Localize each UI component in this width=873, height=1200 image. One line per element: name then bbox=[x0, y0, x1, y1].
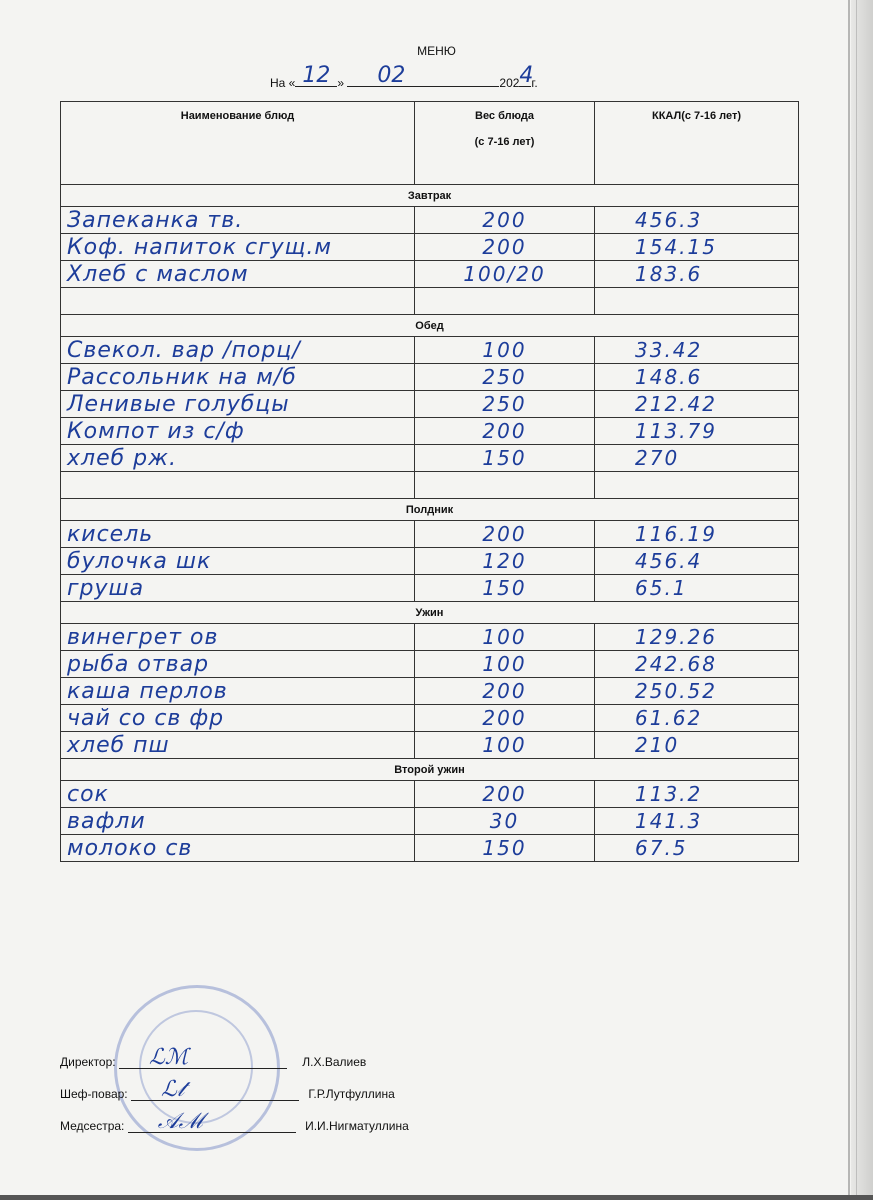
table-row bbox=[61, 548, 799, 575]
year-suffix: г. bbox=[531, 76, 538, 90]
dish-name: Рассольник на м/б bbox=[61, 364, 415, 391]
table-row bbox=[61, 234, 799, 261]
dish-weight: 200 bbox=[415, 781, 595, 808]
dish-weight: 200 bbox=[415, 234, 595, 261]
section-row bbox=[61, 185, 799, 207]
year-prefix: 202 bbox=[499, 76, 520, 90]
signature-line bbox=[119, 1045, 287, 1070]
date-prefix: На « bbox=[270, 76, 296, 90]
month-value: 02 bbox=[377, 63, 406, 88]
header-weight-line1: Вес блюда bbox=[475, 110, 534, 122]
dish-weight: 250 bbox=[415, 391, 595, 418]
dish-kcal: 67.5 bbox=[595, 835, 799, 862]
table-row bbox=[61, 261, 799, 288]
signature-role: Шеф-повар: bbox=[60, 1087, 128, 1101]
menu-table bbox=[60, 101, 799, 862]
menu-body bbox=[61, 185, 799, 862]
signature-role: Директор: bbox=[60, 1055, 116, 1069]
table-row bbox=[61, 575, 799, 602]
day-value: 12 bbox=[302, 63, 331, 88]
year-field bbox=[519, 63, 534, 88]
section-title: Обед bbox=[61, 315, 799, 337]
signature-name: Л.Х.Валиев bbox=[302, 1055, 367, 1069]
dish-name: Свекол. вар /порц/ bbox=[61, 337, 415, 364]
day-field bbox=[295, 63, 337, 88]
dish-weight: 100 bbox=[415, 624, 595, 651]
signature-role: Медсестра: bbox=[60, 1119, 125, 1133]
section-title: Ужин bbox=[61, 602, 799, 624]
dish-weight: 200 bbox=[415, 678, 595, 705]
scan-line bbox=[848, 0, 850, 1200]
dish-weight: 100 bbox=[415, 337, 595, 364]
empty-cell bbox=[61, 288, 415, 315]
dish-kcal: 141.3 bbox=[595, 808, 799, 835]
paper-edge bbox=[851, 0, 873, 1200]
table-row bbox=[61, 391, 799, 418]
table-row bbox=[61, 445, 799, 472]
dish-weight: 30 bbox=[415, 808, 595, 835]
table-row bbox=[61, 337, 799, 364]
dish-kcal: 65.1 bbox=[595, 575, 799, 602]
dish-name: рыба отвар bbox=[61, 651, 415, 678]
dish-name: Ленивые голубцы bbox=[61, 391, 415, 418]
table-row bbox=[61, 705, 799, 732]
date-line bbox=[270, 63, 538, 90]
dish-kcal: 113.79 bbox=[595, 418, 799, 445]
dish-name: вафли bbox=[61, 808, 415, 835]
dish-kcal: 212.42 bbox=[595, 391, 799, 418]
dish-name: винегрет ов bbox=[61, 624, 415, 651]
dish-kcal: 456.4 bbox=[595, 548, 799, 575]
dish-weight: 200 bbox=[415, 418, 595, 445]
dish-name: Хлеб с маслом bbox=[61, 261, 415, 288]
signature-line bbox=[131, 1077, 299, 1102]
header-dish-name: Наименование блюд bbox=[61, 102, 415, 185]
empty-cell bbox=[595, 288, 799, 315]
empty-cell bbox=[595, 472, 799, 499]
dish-weight: 200 bbox=[415, 207, 595, 234]
dish-name: молоко св bbox=[61, 835, 415, 862]
empty-row bbox=[61, 472, 799, 499]
dish-kcal: 148.6 bbox=[595, 364, 799, 391]
signature-chef bbox=[60, 1077, 409, 1106]
dish-weight: 150 bbox=[415, 835, 595, 862]
header-weight-line2: (с 7-16 лет) bbox=[474, 136, 535, 148]
dish-name: хлеб пш bbox=[61, 732, 415, 759]
table-row bbox=[61, 651, 799, 678]
signature-line bbox=[128, 1109, 296, 1134]
dish-kcal: 129.26 bbox=[595, 624, 799, 651]
table-row bbox=[61, 732, 799, 759]
dish-weight: 100 bbox=[415, 732, 595, 759]
dish-name: чай со св фр bbox=[61, 705, 415, 732]
scan-line bbox=[856, 0, 857, 1200]
header-kcal: ККАЛ(с 7-16 лет) bbox=[595, 102, 799, 185]
table-row bbox=[61, 678, 799, 705]
dish-name: булочка шк bbox=[61, 548, 415, 575]
dish-kcal: 61.62 bbox=[595, 705, 799, 732]
dish-weight: 120 bbox=[415, 548, 595, 575]
table-row bbox=[61, 835, 799, 862]
year-digit: 4 bbox=[519, 63, 534, 88]
dish-name: кисель bbox=[61, 521, 415, 548]
dish-name: каша перлов bbox=[61, 678, 415, 705]
table-row bbox=[61, 364, 799, 391]
dish-name: Запеканка тв. bbox=[61, 207, 415, 234]
dish-weight: 200 bbox=[415, 705, 595, 732]
signature-name: Г.Р.Лутфуллина bbox=[308, 1087, 395, 1101]
table-row bbox=[61, 781, 799, 808]
dish-kcal: 456.3 bbox=[595, 207, 799, 234]
dish-kcal: 113.2 bbox=[595, 781, 799, 808]
dish-weight: 150 bbox=[415, 575, 595, 602]
dish-kcal: 270 bbox=[595, 445, 799, 472]
dish-name: сок bbox=[61, 781, 415, 808]
dish-weight: 100 bbox=[415, 651, 595, 678]
header-weight bbox=[415, 102, 595, 185]
dish-weight: 200 bbox=[415, 521, 595, 548]
table-row bbox=[61, 808, 799, 835]
date-mid: » bbox=[337, 76, 345, 90]
table-row bbox=[61, 207, 799, 234]
dish-name: Коф. напиток сгущ.м bbox=[61, 234, 415, 261]
empty-cell bbox=[415, 472, 595, 499]
empty-cell bbox=[415, 288, 595, 315]
empty-cell bbox=[61, 472, 415, 499]
dish-weight: 100/20 bbox=[415, 261, 595, 288]
month-field bbox=[347, 63, 499, 88]
section-row bbox=[61, 499, 799, 521]
dish-kcal: 33.42 bbox=[595, 337, 799, 364]
section-title: Завтрак bbox=[61, 185, 799, 207]
empty-row bbox=[61, 288, 799, 315]
dish-kcal: 154.15 bbox=[595, 234, 799, 261]
dish-kcal: 183.6 bbox=[595, 261, 799, 288]
table-header-row bbox=[61, 102, 799, 185]
scan-edge bbox=[0, 1195, 873, 1200]
page-title: МЕНЮ bbox=[417, 44, 456, 58]
dish-weight: 150 bbox=[415, 445, 595, 472]
section-row bbox=[61, 759, 799, 781]
dish-kcal: 116.19 bbox=[595, 521, 799, 548]
signature-director bbox=[60, 1045, 409, 1074]
table-row bbox=[61, 521, 799, 548]
handwritten-signature: ℒℳ bbox=[148, 1045, 189, 1070]
handwritten-signature: 𝒜ℳ bbox=[157, 1109, 204, 1134]
signature-name: И.И.Нигматуллина bbox=[305, 1119, 409, 1133]
dish-name: груша bbox=[61, 575, 415, 602]
dish-name: Компот из с/ф bbox=[61, 418, 415, 445]
dish-weight: 250 bbox=[415, 364, 595, 391]
dish-kcal: 250.52 bbox=[595, 678, 799, 705]
signatures bbox=[60, 1045, 409, 1148]
dish-kcal: 210 bbox=[595, 732, 799, 759]
handwritten-signature: ℒ𝓉 bbox=[160, 1077, 185, 1102]
table-row bbox=[61, 418, 799, 445]
signature-nurse bbox=[60, 1109, 409, 1138]
dish-name: хлеб рж. bbox=[61, 445, 415, 472]
section-row bbox=[61, 315, 799, 337]
dish-kcal: 242.68 bbox=[595, 651, 799, 678]
section-row bbox=[61, 602, 799, 624]
table-row bbox=[61, 624, 799, 651]
section-title: Полдник bbox=[61, 499, 799, 521]
section-title: Второй ужин bbox=[61, 759, 799, 781]
